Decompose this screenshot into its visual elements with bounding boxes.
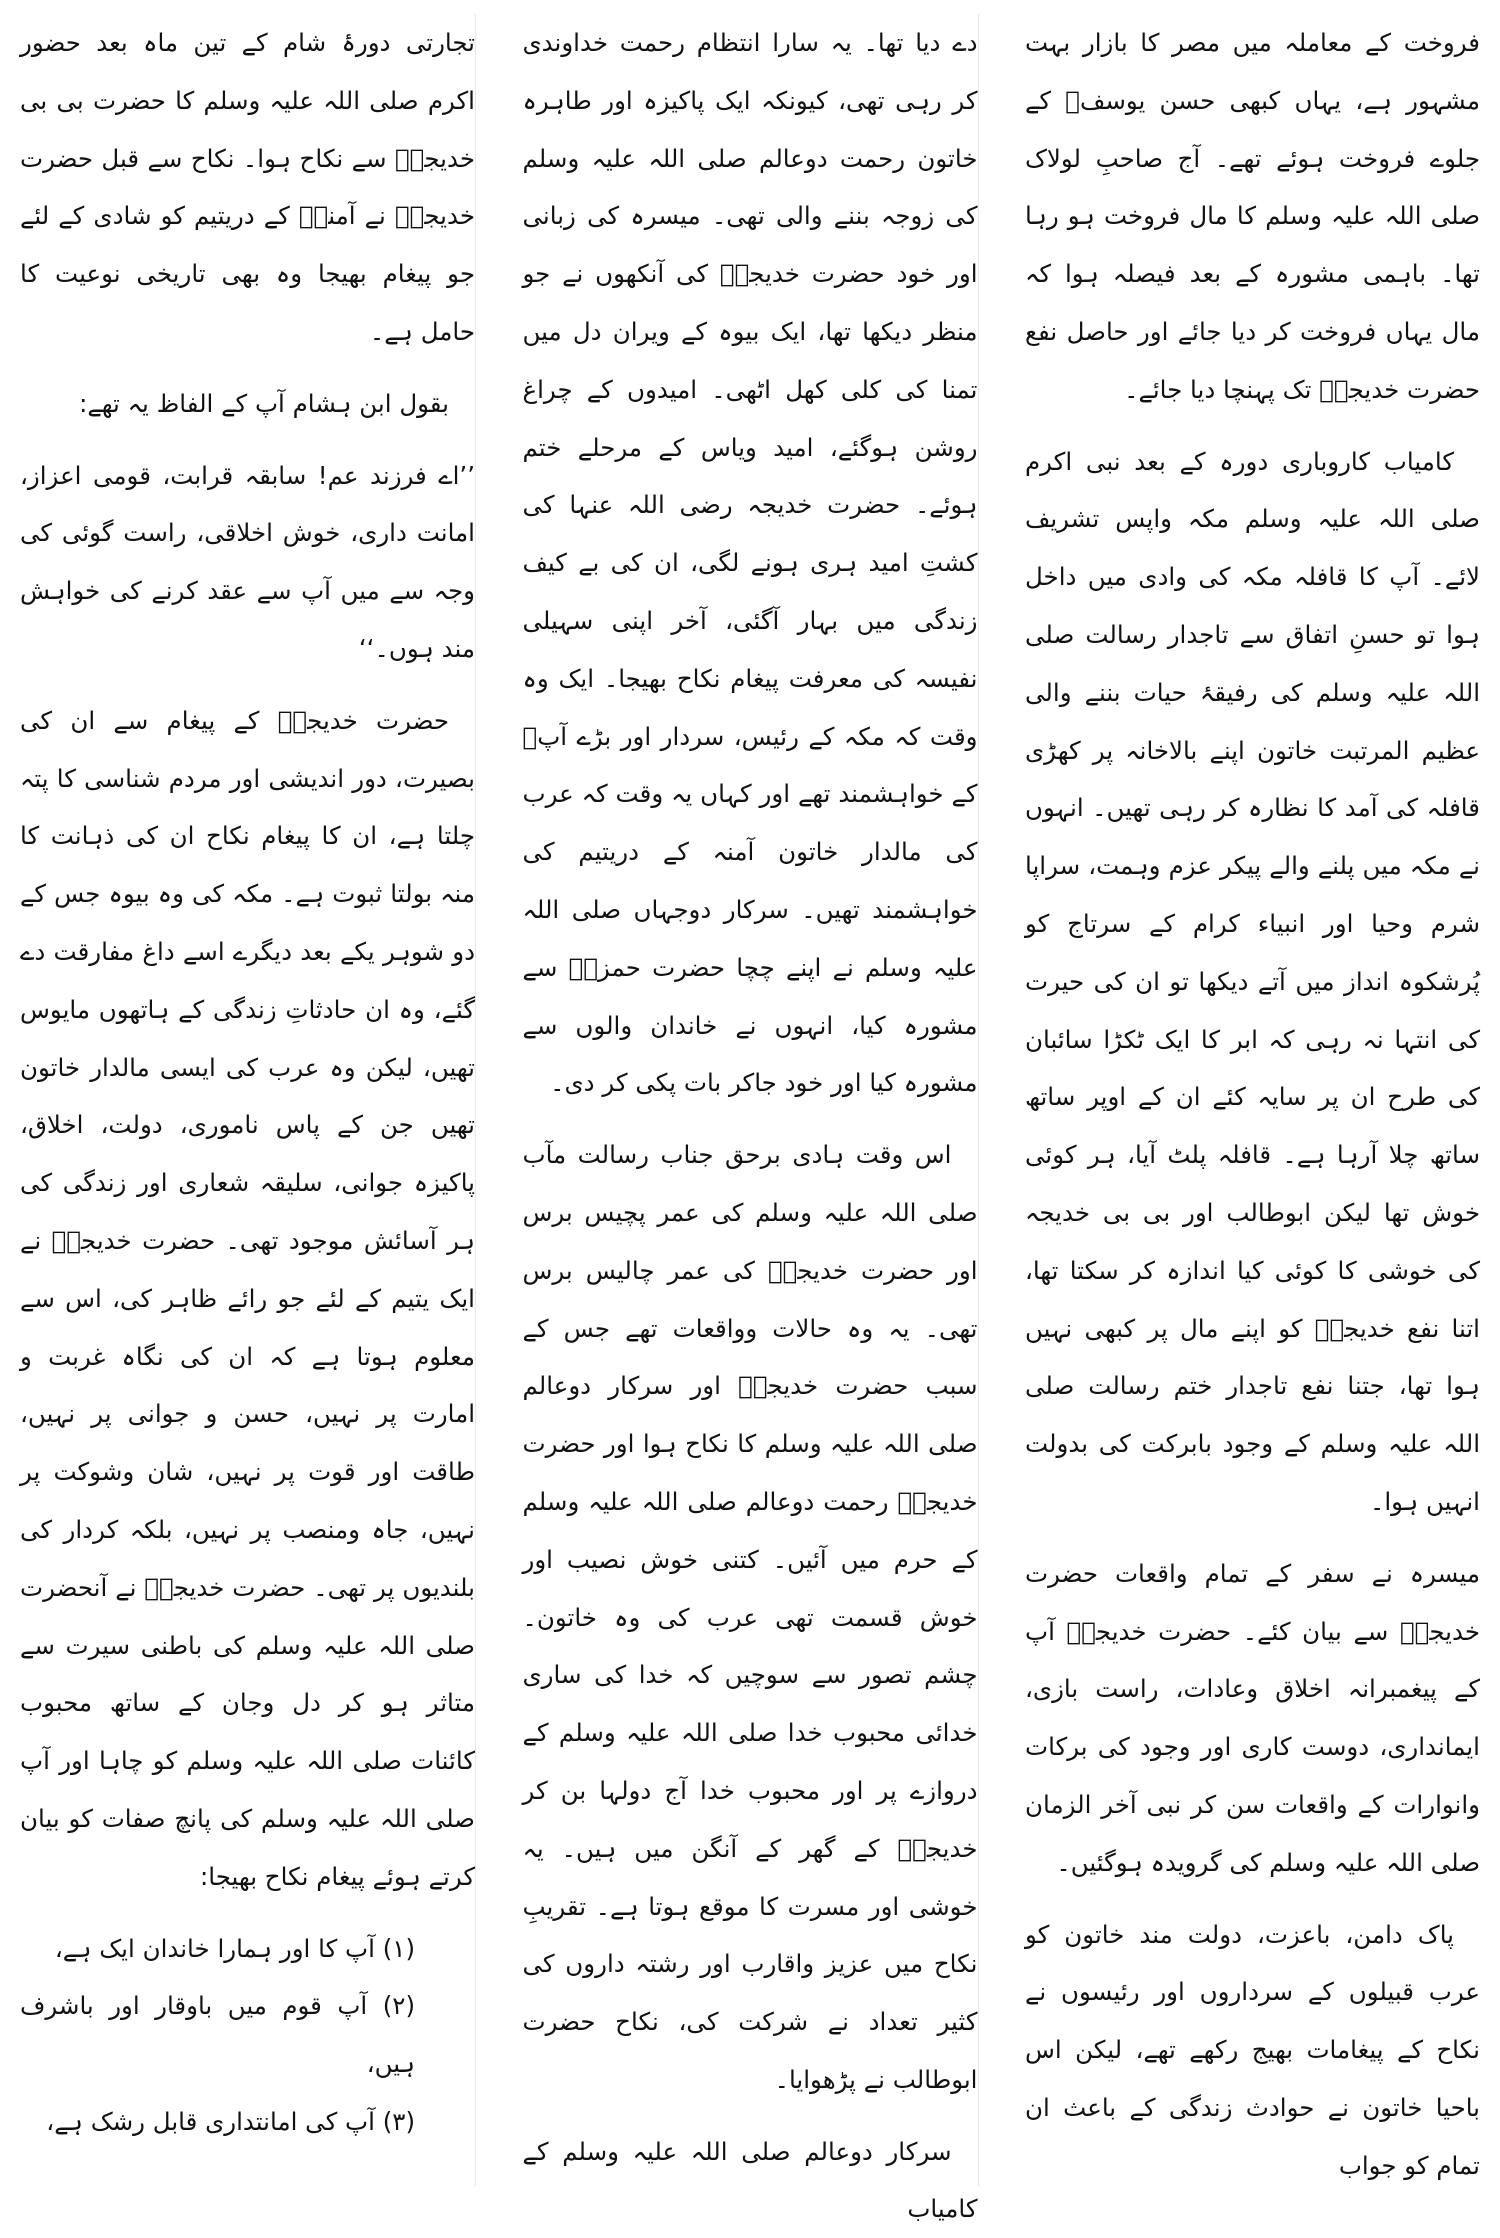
article-column-right bbox=[1025, 14, 1480, 2186]
paragraph-ages-and-nikah: اس وقت ہادی برحق جناب رسالت مآب صلی اللہ علیہ وسلم کی عمر پچیس برس اور حضرت خدیجہؓ کی عمر چالیس برس تھی۔ یہ وہ حالات وواقعات تھے جس کے سبب حضرت خدیجہؓ اور سرکار دوعالم صلی اللہ علیہ وسلم کا نکاح ہوا اور حضرت خدیجہؓ رحمت دوعالم صلی اللہ علیہ وسلم کے حرم میں آئیں۔ کتنی خوش نصیب اور خوش قسمت تھی عرب کی وہ خاتون۔ چشم تصور سے سوچیں کہ خدا کی ساری خدائی محبوب خدا صلی اللہ علیہ وسلم کے دروازے پر اور محبوب خدا آج دولہا بن کر خدیجہؓ کے گھر کے آنگن میں ہیں۔ یہ خوشی اور مسرت کا موقع ہوتا ہے۔ تقریبِ نکاح میں عزیز واقارب اور رشتہ داروں کی کثیر تعداد نے شرکت کی، نکاح حضرت ابوطالب نے پڑھوایا۔ bbox=[522, 1140, 978, 2094]
newspaper-page bbox=[20, 14, 1480, 2224]
paragraph-divine-arrangement: دے دیا تھا۔ یہ سارا انتظام رحمت خداوندی کر رہی تھی، کیونکہ ایک پاکیزہ اور طاہرہ خاتون رحمت دوعالم صلی اللہ علیہ وسلم کی زوجہ بننے والی تھی۔ میسرہ کی زبانی اور خود حضرت خدیجہؓ کی آنکھوں نے جو منظر دیکھا تھا، ایک بیوہ کے ویران دل میں تمنا کی کلی کھل اٹھی۔ امیدوں کے چراغ روشن ہوگئے، امید ویاس کے مرحلے ختم ہوئے۔ حضرت خدیجہ رضی اللہ عنہا کی کشتِ امید ہری ہونے لگی، ان کی بے کیف زندگی میں بہار آگئی، آخر اپنی سہیلی نفیسہ کی معرفت پیغام نکاح بھیجا۔ ایک وہ وقت کہ مکہ کے رئیس، سردار اور بڑے آپؐ کے خواہشمند تھے اور کہاں یہ وقت کہ عرب کی مالدار خاتون آمنہ کے دریتیم کی خواہشمند تھیں۔ سرکار دوجہاں صلی اللہ علیہ وسلم نے اپنے چچا حضرت حمزہؓ سے مشورہ کیا، انہوں نے خاندان والوں سے مشورہ کیا اور خود جاکر بات پکی کر دی۔ bbox=[522, 28, 978, 1098]
paragraph-ibn-hisham-intro: بقول ابن ہشام آپ کے الفاظ یہ تھے: bbox=[79, 388, 449, 418]
paragraph-egypt-market: فروخت کے معاملہ میں مصر کا بازار بہت مشہور ہے، یہاں کبھی حسن یوسفؑ کے جلوے فروخت ہوئے تھے۔ آج صاحبِ لولاک صلی اللہ علیہ وسلم کا مال فروخت ہو رہا تھا۔ باہمی مشورہ کے بعد فیصلہ ہوا کہ مال یہاں فروخت کر دیا جائے اور حاصل نفع حضرت خدیجہؓ تک پہنچا دیا جائے۔ bbox=[1025, 28, 1480, 404]
paragraph-maisarah-account: میسرہ نے سفر کے تمام واقعات حضرت خدیجہؓ سے بیان کئے۔ حضرت خدیجہؓ آپ کے پیغمبرانہ اخلاق وعادات، راست بازی، ایمانداری، دوست کاری اور وجود کی برکات وانوارات کے واقعات سن کر نبی آخر الزمان صلی اللہ علیہ وسلم کی گرویدہ ہوگئیں۔ bbox=[1025, 1558, 1480, 1877]
list-item-qualities: (۱) آپ کا اور ہمارا خاندان ایک ہے، bbox=[54, 1933, 415, 1963]
paragraph-trade-journey-nikah: تجارتی دورۂ شام کے تین ماہ بعد حضور اکرم صلی اللہ علیہ وسلم کا حضرت بی بی خدیجہؓ سے نکاح ہوا۔ نکاح سے قبل حضرت خدیجہؓ نے آمنہؓ کے دریتیم کو شادی کے لئے جو پیغام بھیجا وہ بھی تاریخی نوعیت کا حامل ہے۔ bbox=[20, 28, 475, 346]
paragraph-successful-journey: سرکار دوعالم صلی اللہ علیہ وسلم کے کامیاب bbox=[522, 2136, 978, 2224]
article-column-middle bbox=[522, 14, 979, 2224]
list-item-qualities: (۲) آپ قوم میں باوقار اور باشرف ہیں، bbox=[20, 1991, 415, 2079]
paragraph-return-to-mecca: کامیاب کاروباری دورہ کے بعد نبی اکرم صلی اللہ علیہ وسلم مکہ واپس تشریف لائے۔ آپ کا قافلہ مکہ کی وادی میں داخل ہوا تو حسنِ اتفاق سے تاجدار رسالت صلی اللہ علیہ وسلم کی رفیقۂ حیات بننے والی عظیم المرتبت خاتون اپنے بالاخانہ پر کھڑی قافلہ کی آمد کا نظارہ کر رہی تھیں۔ انہوں نے مکہ میں پلنے والے پیکر عزم وہمت، سراپا شرم وحیا اور انبیاء کرام کے سرتاج کو پُرشکوہ انداز میں آتے دیکھا تو ان کی حیرت کی انتہا نہ رہی کہ ابر کا ایک ٹکڑا سائبان کی طرح ان پر سایہ کئے ان کے اوپر ساتھ ساتھ چلا آرہا ہے۔ قافلہ پلٹ آیا، ہر کوئی خوش تھا لیکن ابوطالب اور بی بی خدیجہ کی خوشی کا کوئی کیا اندازہ کر سکتا تھا، اتنا نفع خدیجہؓ کو اپنے مال پر کبھی نہیں ہوا تھا، جتنا نفع تاجدار ختم رسالت صلی اللہ علیہ وسلم کے وجود بابرکت کی بدولت انہیں ہوا۔ bbox=[1025, 446, 1480, 1516]
paragraph-khadija-insight: حضرت خدیجہؓ کے پیغام سے ان کی بصیرت، دور اندیشی اور مردم شناسی کا پتہ چلتا ہے، ان کا پیغام نکاح ان کی ذہانت کا منہ بولتا ثبوت ہے۔ مکہ کی وہ بیوہ جس کے دو شوہر یکے بعد دیگرے اسے داغ مفارقت دے گئے، وہ ان حادثاتِ زندگی کے ہاتھوں مایوس تھیں، لیکن وہ عرب کی ایسی مالدار خاتون تھیں جن کے پاس ناموری، دولت، اخلاق، پاکیزہ جوانی، سلیقہ شعاری اور زندگی کی ہر آسائش موجود تھی۔ حضرت خدیجہؓ نے ایک یتیم کے لئے جو رائے ظاہر کی، اس سے معلوم ہوتا ہے کہ ان کی نگاہ غربت و امارت پر نہیں، حسن و جوانی پر نہیں، طاقت اور قوت پر نہیں، شان وشوکت پر نہیں، جاہ ومنصب پر نہیں، بلکہ کردار کی بلندیوں پر تھی۔ حضرت خدیجہؓ نے آنحضرت صلی اللہ علیہ وسلم کی باطنی سیرت سے متاثر ہو کر دل وجان کے ساتھ محبوب کائنات صلی اللہ علیہ وسلم کو چاہا اور آپ صلی اللہ علیہ وسلم کی پانچ صفات کو بیان کرتے ہوئے پیغام نکاح بھیجا: bbox=[20, 705, 475, 1891]
article-column-left bbox=[20, 14, 476, 2186]
paragraph-marriage-proposals: پاک دامن، باعزت، دولت مند خاتون کو عرب قبیلوں کے سرداروں اور رئیسوں نے نکاح کے پیغامات بھیج رکھے تھے، لیکن اس باحیا خاتون نے حوادث زندگی کے باعث ان تمام کو جواب bbox=[1025, 1919, 1480, 2180]
list-item-qualities: (۳) آپ کی امانتداری قابل رشک ہے، bbox=[46, 2106, 415, 2136]
quote-proposal-words: ’’اے فرزند عم! سابقہ قرابت، قومی اعزاز، امانت داری، خوش اخلاقی، راست گوئی کی وجہ سے میں آپ سے عقد کرنے کی خواہش مند ہوں۔‘‘ bbox=[20, 460, 475, 663]
